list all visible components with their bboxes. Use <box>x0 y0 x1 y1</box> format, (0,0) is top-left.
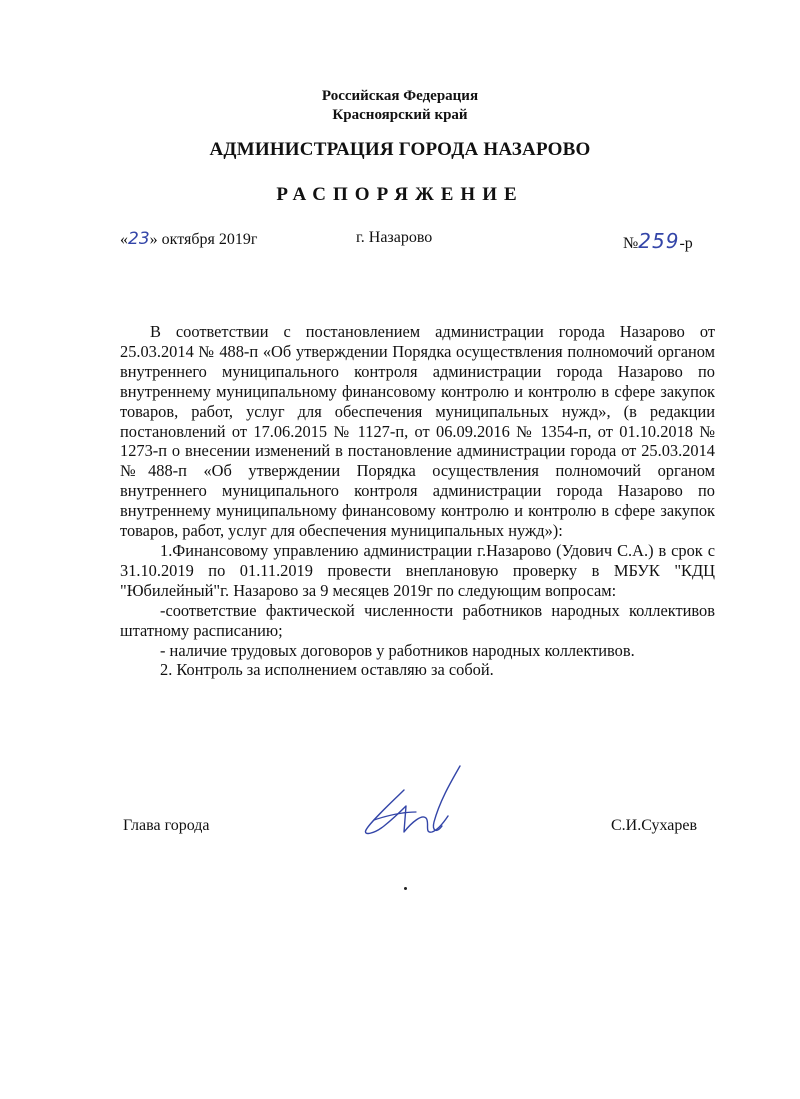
document-date: «23» октября 2019г <box>120 229 258 249</box>
preamble-paragraph: В соответствии с постановлением администрации города Назарово от 25.03.2014 № 488-п «Об утверждении Порядка осуществления полномочий органом внутреннего муниципального контроля администрации города Назарово по внутреннему муниципальному финансовому контролю и контролю в сфере закупок товаров, работ, услуг для обеспечения муниципальных нужд», (в редакции постановлений от 17.06.2015 № 1127-п, от 06.09.2016 № 1354-п, от 01.10.2018 № 1273-п о внесении изменений в постановление администрации города от 25.03.2014 №488-п «Об утверждении Порядка осуществления полномочий органом внутреннего муниципального контроля администрации города Назарово по внутреннему муниципальному финансовому контролю и контролю в сфере закупок товаров, работ, услуг для обеспечения муниципальных нужд»): <box>120 322 715 541</box>
header-organization: АДМИНИСТРАЦИЯ ГОРОДА НАЗАРОВО <box>209 139 591 160</box>
handwritten-day: 23 <box>128 229 150 249</box>
sub-item-1-paragraph: -соответствие фактической численности работников народных коллективов штатному расписанию; <box>120 600 715 640</box>
document-body <box>120 322 715 680</box>
handwritten-number: 259 <box>638 229 680 253</box>
sub-item-2-paragraph: - наличие трудовых договоров у работников народных коллективов. <box>160 640 635 660</box>
item-2-paragraph: 2. Контроль за исполнением оставляю за собой. <box>160 660 494 680</box>
signatory-name: С.И.Сухарев <box>611 817 698 834</box>
scan-speck <box>404 887 407 890</box>
signatory-position: Глава города <box>123 817 210 834</box>
signature-row <box>0 817 800 841</box>
header-country: Российская Федерация <box>321 88 479 104</box>
document-type-title: РАСПОРЯЖЕНИЕ <box>276 184 524 205</box>
document-number: №259-р <box>623 229 693 253</box>
header-region: Красноярский край <box>332 107 468 123</box>
dateline <box>0 229 800 253</box>
item-1-paragraph: 1.Финансовому управлению администрации г.Назарово (Удович С.А.) в срок с 31.10.2019 по 01.11.2019 провести внеплановую проверку в МБУК "КДЦ "Юбилейный"г. Назарово за 9 месяцев 2019г по следующим вопросам: <box>120 540 715 600</box>
document-place: г. Назарово <box>356 229 433 246</box>
